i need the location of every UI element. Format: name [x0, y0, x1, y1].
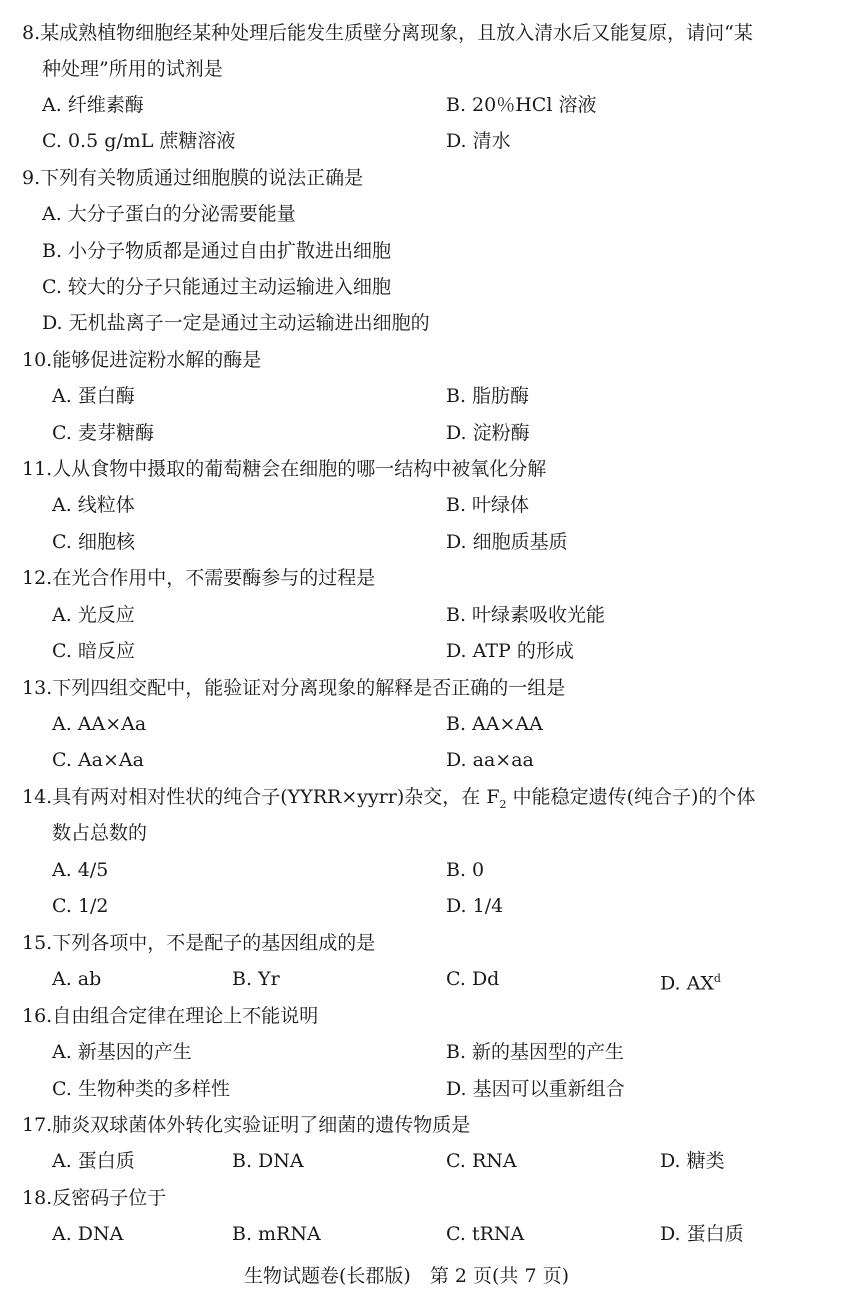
option-d: D. 淀粉酶	[446, 422, 530, 444]
option-a: A. 线粒体	[52, 494, 135, 516]
option-c: C. tRNA	[446, 1223, 525, 1245]
question-15-stem	[22, 930, 375, 956]
option-d	[660, 966, 721, 996]
question-12-stem	[22, 565, 375, 591]
question-number: 16.	[22, 1005, 53, 1027]
option-b: B. 叶绿素吸收光能	[446, 604, 606, 626]
question-text-cont: 中能稳定遗传(纯合子)的个体	[506, 786, 756, 808]
option-a: A. 蛋白酶	[52, 385, 135, 407]
option-d-text: D. AX	[660, 972, 714, 995]
option-c: C. Aa×Aa	[52, 749, 144, 771]
option-b: B. 小分子物质都是通过自由扩散进出细胞	[42, 240, 392, 262]
question-number: 10.	[22, 349, 53, 371]
question-11-stem	[22, 456, 546, 482]
question-14-stem-cont: 数占总数的	[52, 822, 148, 844]
option-b: B. 20％HCl 溶液	[446, 94, 597, 116]
question-text: 人从食物中摄取的葡萄糖会在细胞的哪一结构中被氧化分解	[52, 458, 547, 480]
option-c: C. Dd	[446, 968, 500, 990]
question-13-stem	[22, 675, 565, 701]
question-number: 18.	[22, 1187, 53, 1209]
question-8-stem-cont: 种处理”所用的试剂是	[42, 58, 223, 80]
option-d: D. 清水	[446, 130, 511, 152]
option-a: A. ab	[52, 968, 102, 990]
question-number: 9.	[22, 167, 41, 189]
option-b: B. 脂肪酶	[446, 385, 530, 407]
question-18-stem	[22, 1185, 166, 1211]
option-d: D. 无机盐离子一定是通过主动运输进出细胞的	[42, 312, 430, 334]
question-text: 具有两对相对性状的纯合子(YYRR×yyrr)杂交，在 F	[52, 786, 500, 808]
option-d: D. 蛋白质	[660, 1223, 744, 1245]
option-d: D. ATP 的形成	[446, 640, 574, 662]
option-d: D. 基因可以重新组合	[446, 1078, 625, 1100]
option-b: B. AA×AA	[446, 713, 543, 735]
option-c: C. 0.5 g/mL 蔗糖溶液	[42, 130, 236, 152]
question-17-stem	[22, 1112, 470, 1138]
option-b: B. DNA	[232, 1150, 304, 1172]
question-text: 自由组合定律在理论上不能说明	[52, 1005, 319, 1027]
superscript: d	[713, 972, 721, 985]
option-b: B. 叶绿体	[446, 494, 530, 516]
question-16-stem	[22, 1003, 318, 1029]
option-c: C. 生物种类的多样性	[52, 1078, 230, 1100]
option-c: C. 暗反应	[52, 640, 135, 662]
option-c: C. 麦芽糖酶	[52, 422, 154, 444]
question-14-stem	[22, 784, 755, 818]
option-a: A. 新基因的产生	[52, 1041, 192, 1063]
question-10-stem	[22, 347, 261, 373]
page-footer: 生物试题卷(长郡版) 第 2 页(共 7 页)	[244, 1265, 569, 1287]
question-text: 在光合作用中，不需要酶参与的过程是	[52, 567, 376, 589]
option-c: C. 较大的分子只能通过主动运输进入细胞	[42, 276, 391, 298]
option-b: B. Yr	[232, 968, 280, 990]
question-text: 下列四组交配中，能验证对分离现象的解释是否正确的一组是	[52, 677, 566, 699]
question-text: 肺炎双球菌体外转化实验证明了细菌的遗传物质是	[52, 1114, 471, 1136]
option-d: D. 细胞质基质	[446, 531, 568, 553]
option-c: C. 细胞核	[52, 531, 135, 553]
question-text: 下列各项中，不是配子的基因组成的是	[52, 932, 376, 954]
option-a: A. 纤维素酶	[42, 94, 144, 116]
option-c: C. 1/2	[52, 895, 109, 917]
question-number: 12.	[22, 567, 53, 589]
option-a: A. 4/5	[52, 859, 109, 881]
option-a: A. DNA	[52, 1223, 124, 1245]
option-a: A. 蛋白质	[52, 1150, 135, 1172]
option-a: A. AA×Aa	[52, 713, 147, 735]
option-c: C. RNA	[446, 1150, 517, 1172]
question-number: 15.	[22, 932, 53, 954]
option-b: B. 新的基因型的产生	[446, 1041, 625, 1063]
option-a: A. 光反应	[52, 604, 135, 626]
option-b: B. 0	[446, 859, 485, 881]
option-b: B. mRNA	[232, 1223, 321, 1245]
question-text: 下列有关物质通过细胞膜的说法正确是	[40, 167, 364, 189]
question-8-stem	[22, 20, 753, 46]
option-d: D. 1/4	[446, 895, 504, 917]
question-number: 11.	[22, 458, 53, 480]
question-text: 反密码子位于	[52, 1187, 167, 1209]
question-number: 13.	[22, 677, 53, 699]
option-d: D. aa×aa	[446, 749, 534, 771]
question-number: 14.	[22, 786, 53, 808]
subscript: 2	[499, 797, 507, 811]
question-text: 能够促进淀粉水解的酶是	[52, 349, 262, 371]
option-a: A. 大分子蛋白的分泌需要能量	[42, 203, 296, 225]
question-text: 某成熟植物细胞经某种处理后能发生质壁分离现象，且放入清水后又能复原，请问“某	[40, 22, 753, 44]
question-9-stem	[22, 165, 363, 191]
question-number: 17.	[22, 1114, 53, 1136]
question-number: 8.	[22, 22, 41, 44]
option-d: D. 糖类	[660, 1150, 725, 1172]
